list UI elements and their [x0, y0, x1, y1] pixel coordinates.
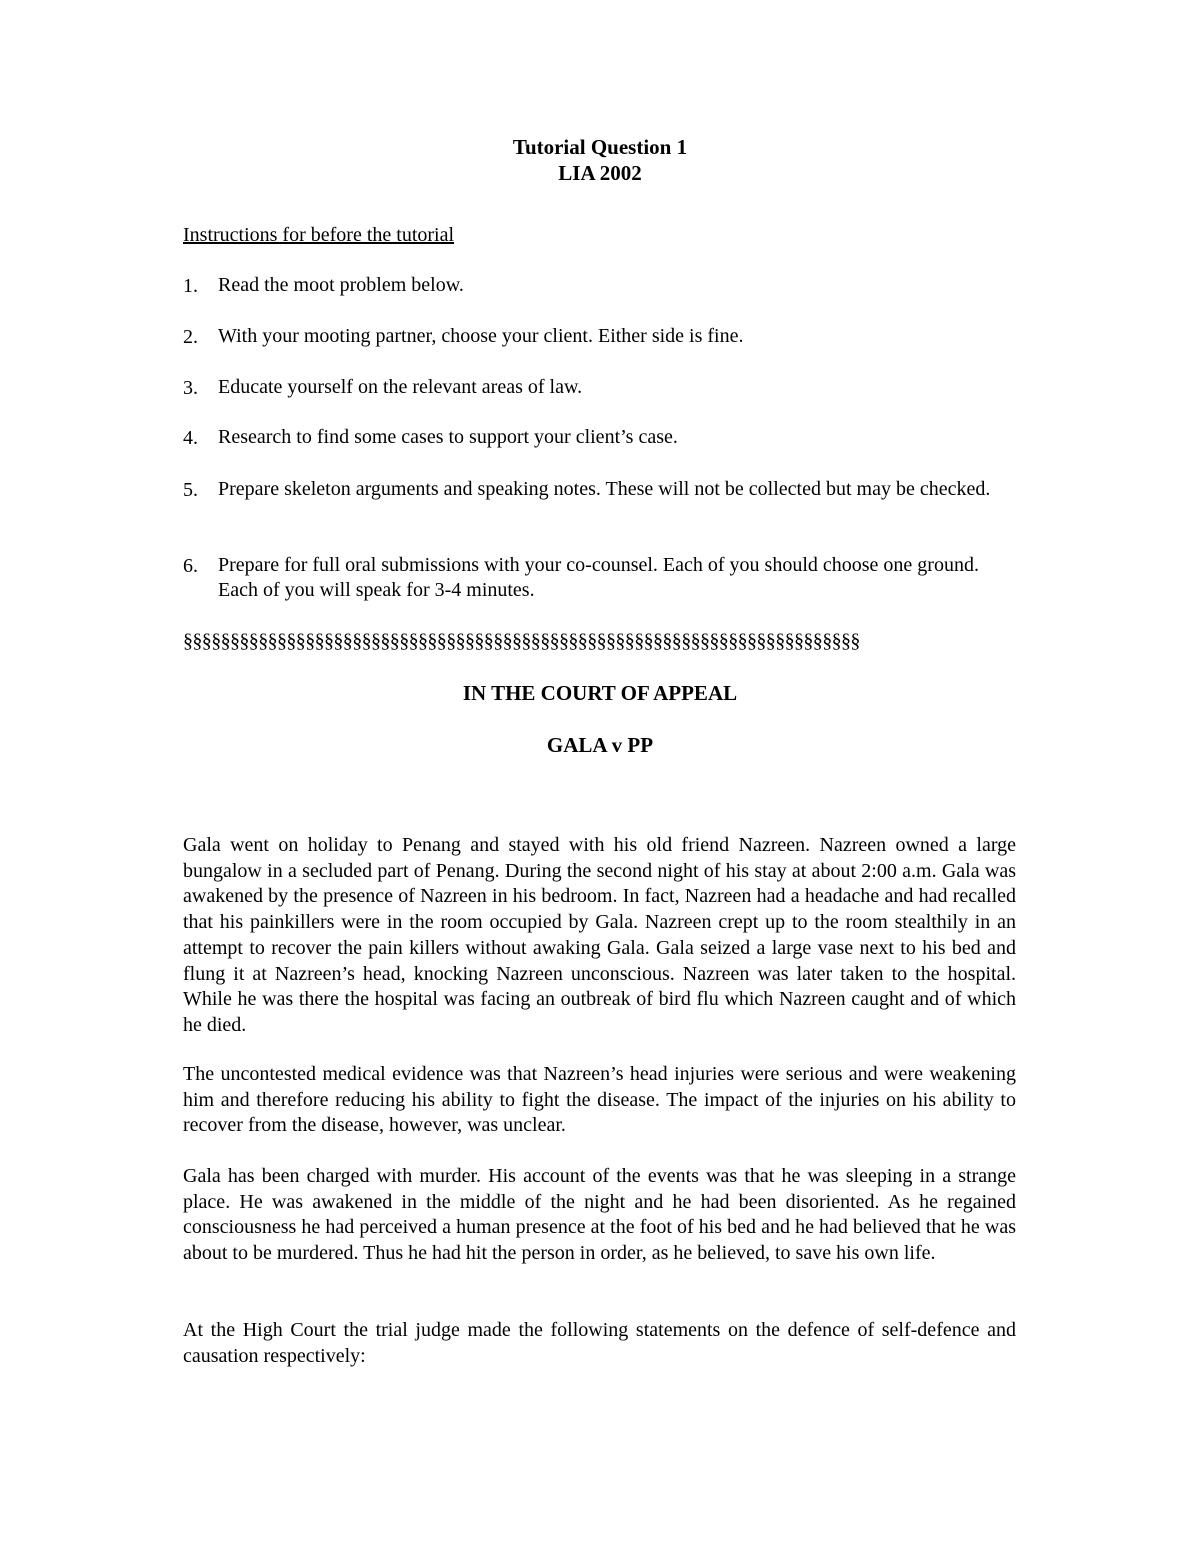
list-item-number: 3. — [183, 377, 198, 399]
list-item-text: Educate yourself on the relevant areas of law. — [218, 376, 583, 398]
section-divider: §§§§§§§§§§§§§§§§§§§§§§§§§§§§§§§§§§§§§§§§§§§§§§§§§§§§§§§§§§§§§§§§§§§§§§§§ — [183, 630, 860, 652]
list-item-text: Prepare skeleton arguments and speaking notes. These will not be collected but may be checked. — [218, 478, 991, 500]
facts-paragraph: At the High Court the trial judge made the following statements on the defence of self-defence and causation respectively: — [183, 1319, 1016, 1367]
list-item-number: 1. — [183, 275, 198, 297]
document-subtitle: LIA 2002 — [558, 161, 642, 185]
facts-paragraph: The uncontested medical evidence was that Nazreen’s head injuries were serious and were weakening him and therefore reducing his ability to fight the disease. The impact of the injuries on his ability to recover from the disease, however, was unclear. — [183, 1063, 1016, 1137]
document-title: Tutorial Question 1 — [512, 135, 688, 159]
facts-paragraph: Gala went on holiday to Penang and stayed with his old friend Nazreen. Nazreen owned a large bungalow in a secluded part of Penang. During the second night of his stay at about 2:00 a.m. Gala was awakened by the presence of Nazreen in his bedroom. In fact, Nazreen had a headache and had recalled that his painkillers were in the room occupied by Gala. Nazreen crept up to the room stealthily in an attempt to recover the pain killers without awaking Gala. Gala seized a large vase next to his bed and flung it at Nazreen’s head, knocking Nazreen unconscious. Nazreen was later taken to the hospital. While he was there the hospital was facing an outbreak of bird flu which Nazreen caught and of which he died. — [183, 834, 1016, 1036]
list-item-number: 4. — [183, 427, 198, 449]
list-item-text: Prepare for full oral submissions with your co-counsel. Each of you should choose one ground. Each of you will speak for 3-4 minutes. — [218, 554, 979, 601]
case-name: GALA v PP — [546, 733, 654, 757]
list-item-number: 6. — [183, 555, 198, 577]
instructions-heading: Instructions for before the tutorial — [183, 224, 455, 246]
court-heading: IN THE COURT OF APPEAL — [462, 681, 738, 705]
facts-paragraph: Gala has been charged with murder. His account of the events was that he was sleeping in a strange place. He was awakened in the middle of the night and he had been disoriented. As he regained consciousness he had perceived a human presence at the foot of his bed and he had believed that he was about to be murdered. Thus he had hit the person in order, as he believed, to save his own life. — [183, 1165, 1016, 1265]
list-item-text: With your mooting partner, choose your client. Either side is fine. — [218, 325, 744, 347]
list-item-number: 2. — [183, 326, 198, 348]
list-item-text: Read the moot problem below. — [218, 274, 464, 296]
list-item-number: 5. — [183, 479, 198, 501]
list-item-text: Research to find some cases to support your client’s case. — [218, 426, 678, 448]
